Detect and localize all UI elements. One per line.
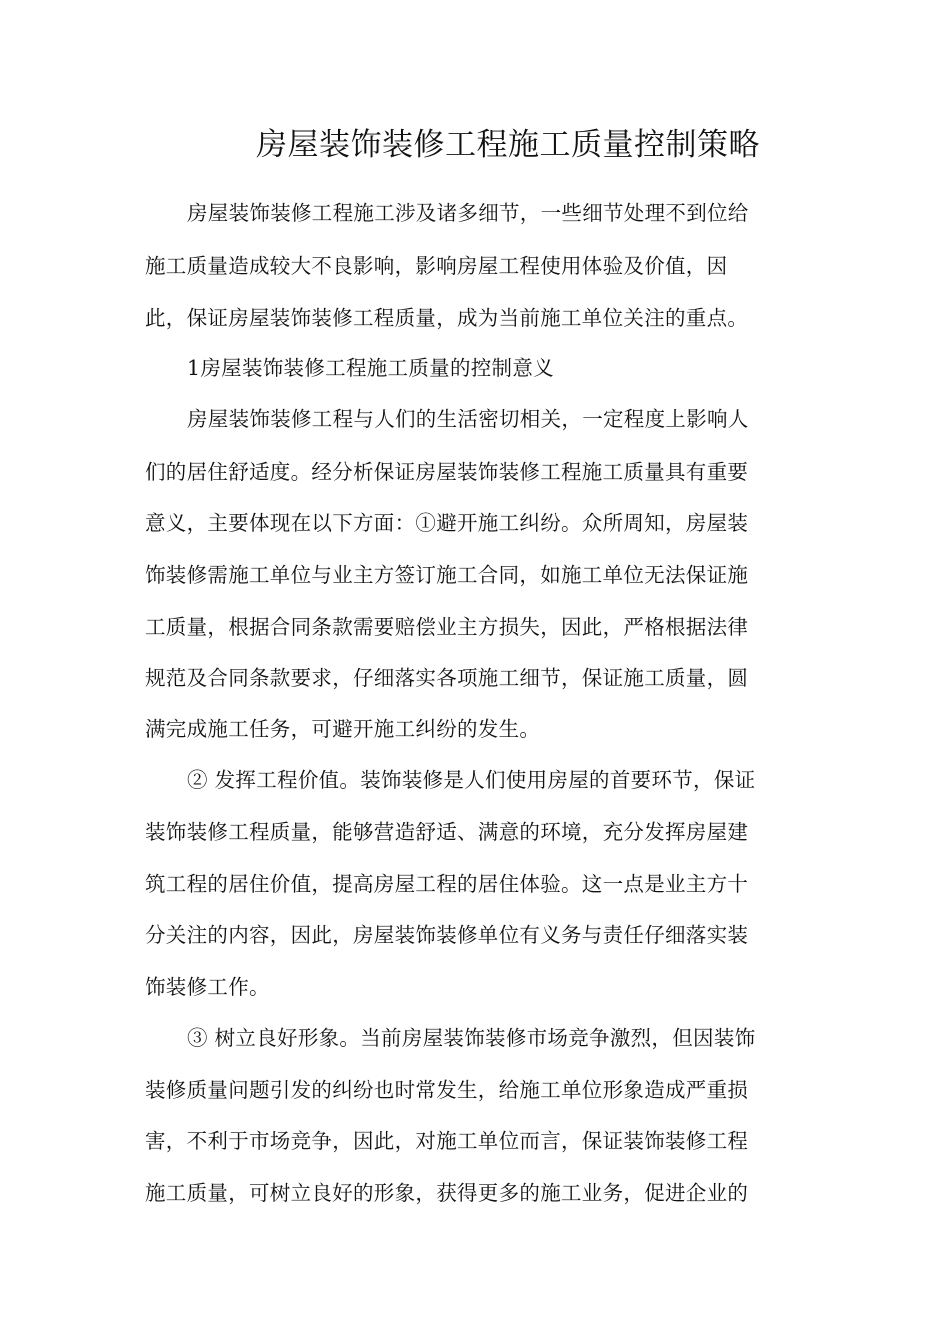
text-line: 房屋装饰装修工程施工涉及诸多细节，一些细节处理不到位给: [187, 201, 749, 225]
document-title: 房屋装饰装修工程施工质量控制策略: [256, 127, 760, 163]
text-line: 筑工程的居住价值，提高房屋工程的居住体验。这一点是业主方十: [145, 872, 749, 896]
text-line: 工质量，根据合同条款需要赔偿业主方损失，因此，严格根据法律: [145, 615, 749, 639]
text-line: 分关注的内容，因此，房屋装饰装修单位有义务与责任仔细落实装: [145, 923, 749, 947]
text-line: 饰装修工作。: [145, 975, 270, 999]
text-line: 此，保证房屋装饰装修工程质量，成为当前施工单位关注的重点。: [145, 306, 749, 330]
section-heading: 1房屋装饰装修工程施工质量的控制意义: [187, 356, 554, 380]
text-line: 施工质量，可树立良好的形象，获得更多的施工业务，促进企业的: [145, 1181, 749, 1205]
text-line: 们的居住舒适度。经分析保证房屋装饰装修工程施工质量具有重要: [145, 460, 749, 484]
text-line: 施工质量造成较大不良影响，影响房屋工程使用体验及价值，因: [145, 254, 728, 278]
text-line: 装饰装修工程质量，能够营造舒适、满意的环境，充分发挥房屋建: [145, 820, 749, 844]
text-line: 饰装修需施工单位与业主方签订施工合同，如施工单位无法保证施: [145, 563, 749, 587]
text-line: 害，不利于市场竞争，因此，对施工单位而言，保证装饰装修工程: [145, 1129, 749, 1153]
text-line: 装修质量问题引发的纠纷也时常发生，给施工单位形象造成严重损: [145, 1078, 749, 1102]
text-line: ③ 树立良好形象。当前房屋装饰装修市场竞争激烈，但因装饰: [187, 1026, 756, 1050]
text-line: 满完成施工任务，可避开施工纠纷的发生。: [145, 717, 541, 741]
text-line: 规范及合同条款要求，仔细落实各项施工细节，保证施工质量，圆: [145, 666, 749, 690]
text-line: ② 发挥工程价值。装饰装修是人们使用房屋的首要环节，保证: [187, 768, 756, 792]
text-line: 意义，主要体现在以下方面：①避开施工纠纷。众所周知，房屋装: [145, 511, 749, 535]
text-line: 房屋装饰装修工程与人们的生活密切相关，一定程度上影响人: [187, 407, 749, 431]
